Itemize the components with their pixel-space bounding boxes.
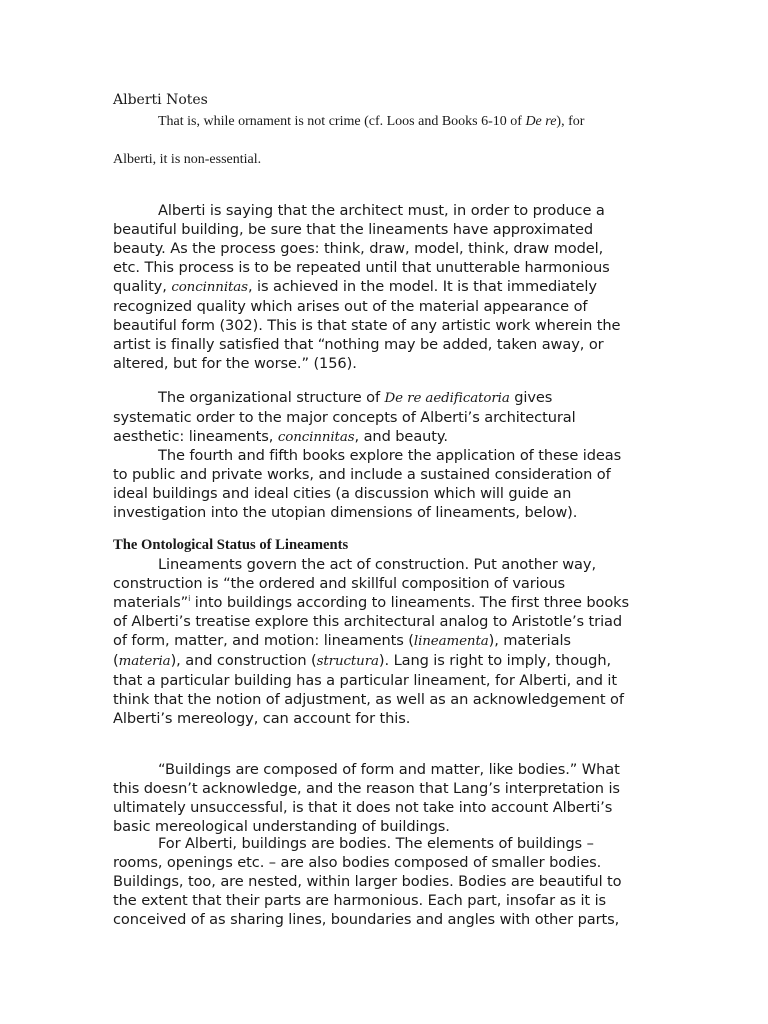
text-span: The organizational structure of (158, 389, 385, 406)
text-line (113, 277, 653, 297)
section-heading-block (113, 537, 653, 554)
text-line: to public and private works, and include a sustained consideration of (113, 466, 611, 483)
text-span: materials” (113, 594, 189, 611)
text-span: , and beauty. (354, 428, 448, 445)
intro-paragraph (113, 112, 653, 169)
text-line: etc. This process is to be repeated until that unutterable harmonious (113, 259, 610, 276)
intro-line-1 (113, 112, 653, 131)
document-title (113, 92, 653, 108)
text-span: ), materials (488, 632, 571, 649)
italic-term: concinnitas (277, 430, 355, 445)
paragraph-2 (113, 388, 653, 447)
text-line: The fourth and fifth books explore the application of these ideas (158, 447, 622, 464)
text-line: conceived of as sharing lines, boundaries and angles with other parts, (113, 911, 620, 928)
italic-term: materia (118, 654, 171, 669)
italic-term: concinnitas (171, 280, 248, 295)
text-line: construction is “the ordered and skillful composition of various (113, 575, 566, 592)
text-line (113, 651, 653, 671)
text-line: Alberti’s mereology, can account for this. (113, 710, 411, 727)
text-line: ideal buildings and ideal cities (a discussion which will guide an (113, 485, 572, 502)
text-line (113, 631, 653, 651)
intro-italic: De re (525, 114, 557, 129)
text-line (113, 593, 653, 612)
text-span: aesthetic: lineaments, (113, 428, 278, 445)
text-line: basic mereological understanding of buildings. (113, 818, 450, 835)
text-span: ), and construction ( (170, 652, 317, 669)
italic-term: De re aedificatoria (384, 391, 510, 406)
text-line: altered, but for the worse.” (156). (113, 355, 357, 372)
text-line (113, 427, 653, 447)
text-line: rooms, openings etc. – are also bodies composed of smaller bodies. (113, 854, 602, 871)
text-span: into buildings according to lineaments. The first three books (190, 594, 630, 611)
paragraph-5 (113, 760, 653, 836)
text-line: of Alberti’s treatise explore this architectural analog to Aristotle’s triad (113, 613, 623, 630)
text-line: For Alberti, buildings are bodies. The elements of buildings – (158, 835, 594, 852)
text-span: , is achieved in the model. It is that immediately (247, 278, 597, 295)
section-heading: The Ontological Status of Lineaments (113, 537, 349, 553)
text-line: Lineaments govern the act of construction. Put another way, (158, 556, 596, 573)
text-line: Alberti is saying that the architect must, in order to produce a (158, 202, 605, 219)
text-line: beautiful form (302). This is that state of any artistic work wherein the (113, 317, 621, 334)
intro-text: That is, while ornament is not crime (cf. Loos and Books 6-10 of (158, 114, 526, 129)
text-line: ultimately unsuccessful, is that it does not take into account Alberti’s (113, 799, 613, 816)
italic-term: structura (316, 654, 379, 669)
text-line: beauty. As the process goes: think, draw, model, think, draw model, (113, 240, 604, 257)
text-line: Buildings, too, are nested, within larger bodies. Bodies are beautiful to (113, 873, 622, 890)
paragraph-1 (113, 201, 653, 373)
text-line: artist is finally satisfied that “nothing may be added, taken away, or (113, 336, 604, 353)
text-span: ). Lang is right to imply, though, (378, 652, 612, 669)
text-span: ( (113, 652, 119, 669)
text-line: this doesn’t acknowledge, and the reason that Lang’s interpretation is (113, 780, 620, 797)
text-line: recognized quality which arises out of the material appearance of (113, 298, 588, 315)
text-span: gives (509, 389, 553, 406)
italic-term: lineamenta (413, 634, 489, 649)
intro-text: ), for (556, 114, 585, 129)
text-span: quality, (113, 278, 172, 295)
text-line: systematic order to the major concepts of Alberti’s architectural (113, 409, 576, 426)
text-line: think that the notion of adjustment, as well as an acknowledgement of (113, 691, 624, 708)
text-line: that a particular building has a particular lineament, for Alberti, and it (113, 672, 617, 689)
text-line: investigation into the utopian dimensions of lineaments, below). (113, 504, 578, 521)
text-line: the extent that their parts are harmonious. Each part, insofar as it is (113, 892, 607, 909)
paragraph-6 (113, 834, 653, 929)
paragraph-4 (113, 555, 653, 728)
page-title: Alberti Notes (113, 92, 208, 108)
endnote-marker[interactable]: i (188, 594, 191, 604)
text-line: “Buildings are composed of form and matter, like bodies.” What (158, 761, 620, 778)
text-span: of form, matter, and motion: lineaments ( (113, 632, 414, 649)
text-line (113, 388, 653, 408)
paragraph-3 (113, 446, 653, 522)
intro-line-2: Alberti, it is non-essential. (113, 152, 262, 167)
text-line: beautiful building, be sure that the lineaments have approximated (113, 221, 593, 238)
